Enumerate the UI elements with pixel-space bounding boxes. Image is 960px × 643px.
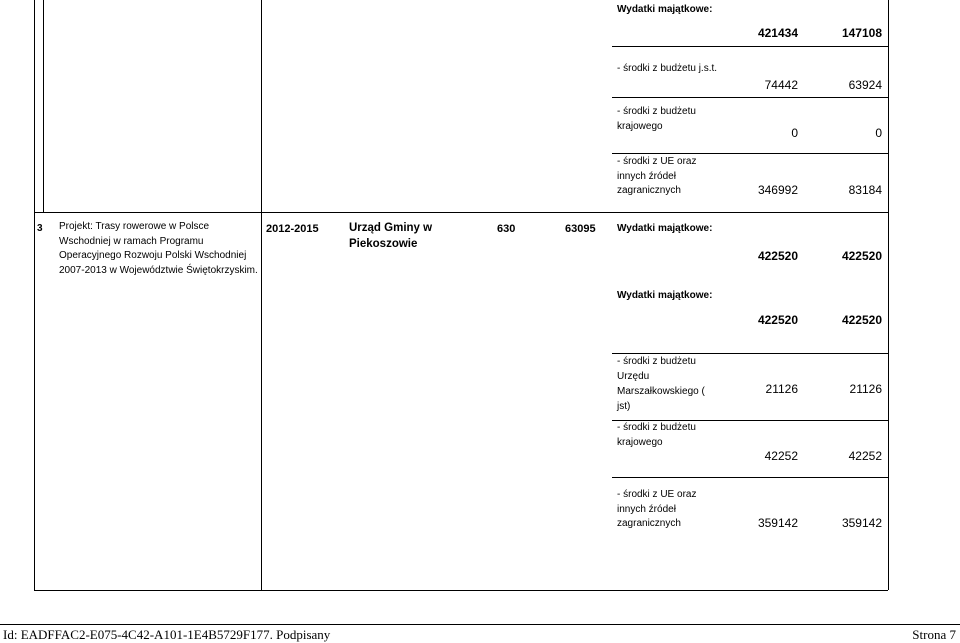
row-divider: [612, 153, 888, 154]
value-cell: 422520: [757, 313, 798, 327]
project-number: 3: [37, 223, 43, 234]
row-label: - środki z budżetu Urzędu Marszałkowskiego ( jst): [617, 356, 705, 412]
project-chapter: 63095: [565, 223, 596, 235]
row-label: - środki z budżetu j.s.t.: [617, 63, 718, 74]
row-label: Wydatki majątkowe:: [617, 223, 713, 234]
row-label: Wydatki majątkowe:: [617, 290, 713, 301]
value-cell: 42252: [764, 449, 798, 463]
value-cell: 21126: [849, 382, 882, 396]
page-number: Strona 7: [912, 627, 956, 642]
value-cell: 83184: [848, 183, 882, 197]
value-cell: 421434: [757, 26, 798, 40]
value-cell: 422520: [757, 249, 798, 263]
row-label: - środki z UE oraz innych źródeł zagranicznych: [617, 156, 697, 196]
value-cell: 21126: [765, 382, 798, 396]
row-divider: [34, 212, 888, 213]
value-cell: 359142: [841, 516, 882, 530]
table-border-left: [34, 0, 35, 590]
row-divider: [612, 97, 888, 98]
table-border-bottom: [34, 590, 888, 591]
table-border-right: [888, 0, 889, 590]
value-cell: 0: [791, 126, 798, 140]
row-divider: [612, 477, 888, 478]
value-cell: 147108: [841, 26, 882, 40]
project-unit: Urząd Gminy w Piekoszowie: [349, 222, 433, 250]
document-id: Id: EADFFAC2-E075-4C42-A101-1E4B5729F177. Podpisany: [3, 627, 331, 642]
value-cell: 346992: [757, 183, 798, 197]
project-name: Projekt: Trasy rowerowe w Polsce Wschodniej w ramach Programu Operacyjnego Rozwoju Polski Wschodniej 2007-2013 w Województwie Świętokrzyskim.: [59, 221, 258, 276]
project-section: 630: [497, 223, 516, 235]
row-label: Wydatki majątkowe:: [617, 4, 713, 15]
table-border-inner: [43, 0, 44, 212]
value-cell: 74442: [764, 78, 798, 92]
footer-rule: [0, 624, 960, 625]
value-cell: 422520: [841, 249, 882, 263]
row-label: - środki z budżetu krajowego: [617, 106, 696, 132]
project-period: 2012-2015: [266, 223, 319, 235]
row-label: - środki z budżetu krajowego: [617, 422, 696, 448]
table-column-divider: [261, 0, 262, 590]
row-label: - środki z UE oraz innych źródeł zagranicznych: [617, 489, 697, 529]
value-cell: 422520: [841, 313, 882, 327]
value-cell: 42252: [848, 449, 882, 463]
value-cell: 63924: [848, 78, 882, 92]
row-divider: [612, 46, 888, 47]
value-cell: 0: [875, 126, 882, 140]
value-cell: 359142: [757, 516, 798, 530]
